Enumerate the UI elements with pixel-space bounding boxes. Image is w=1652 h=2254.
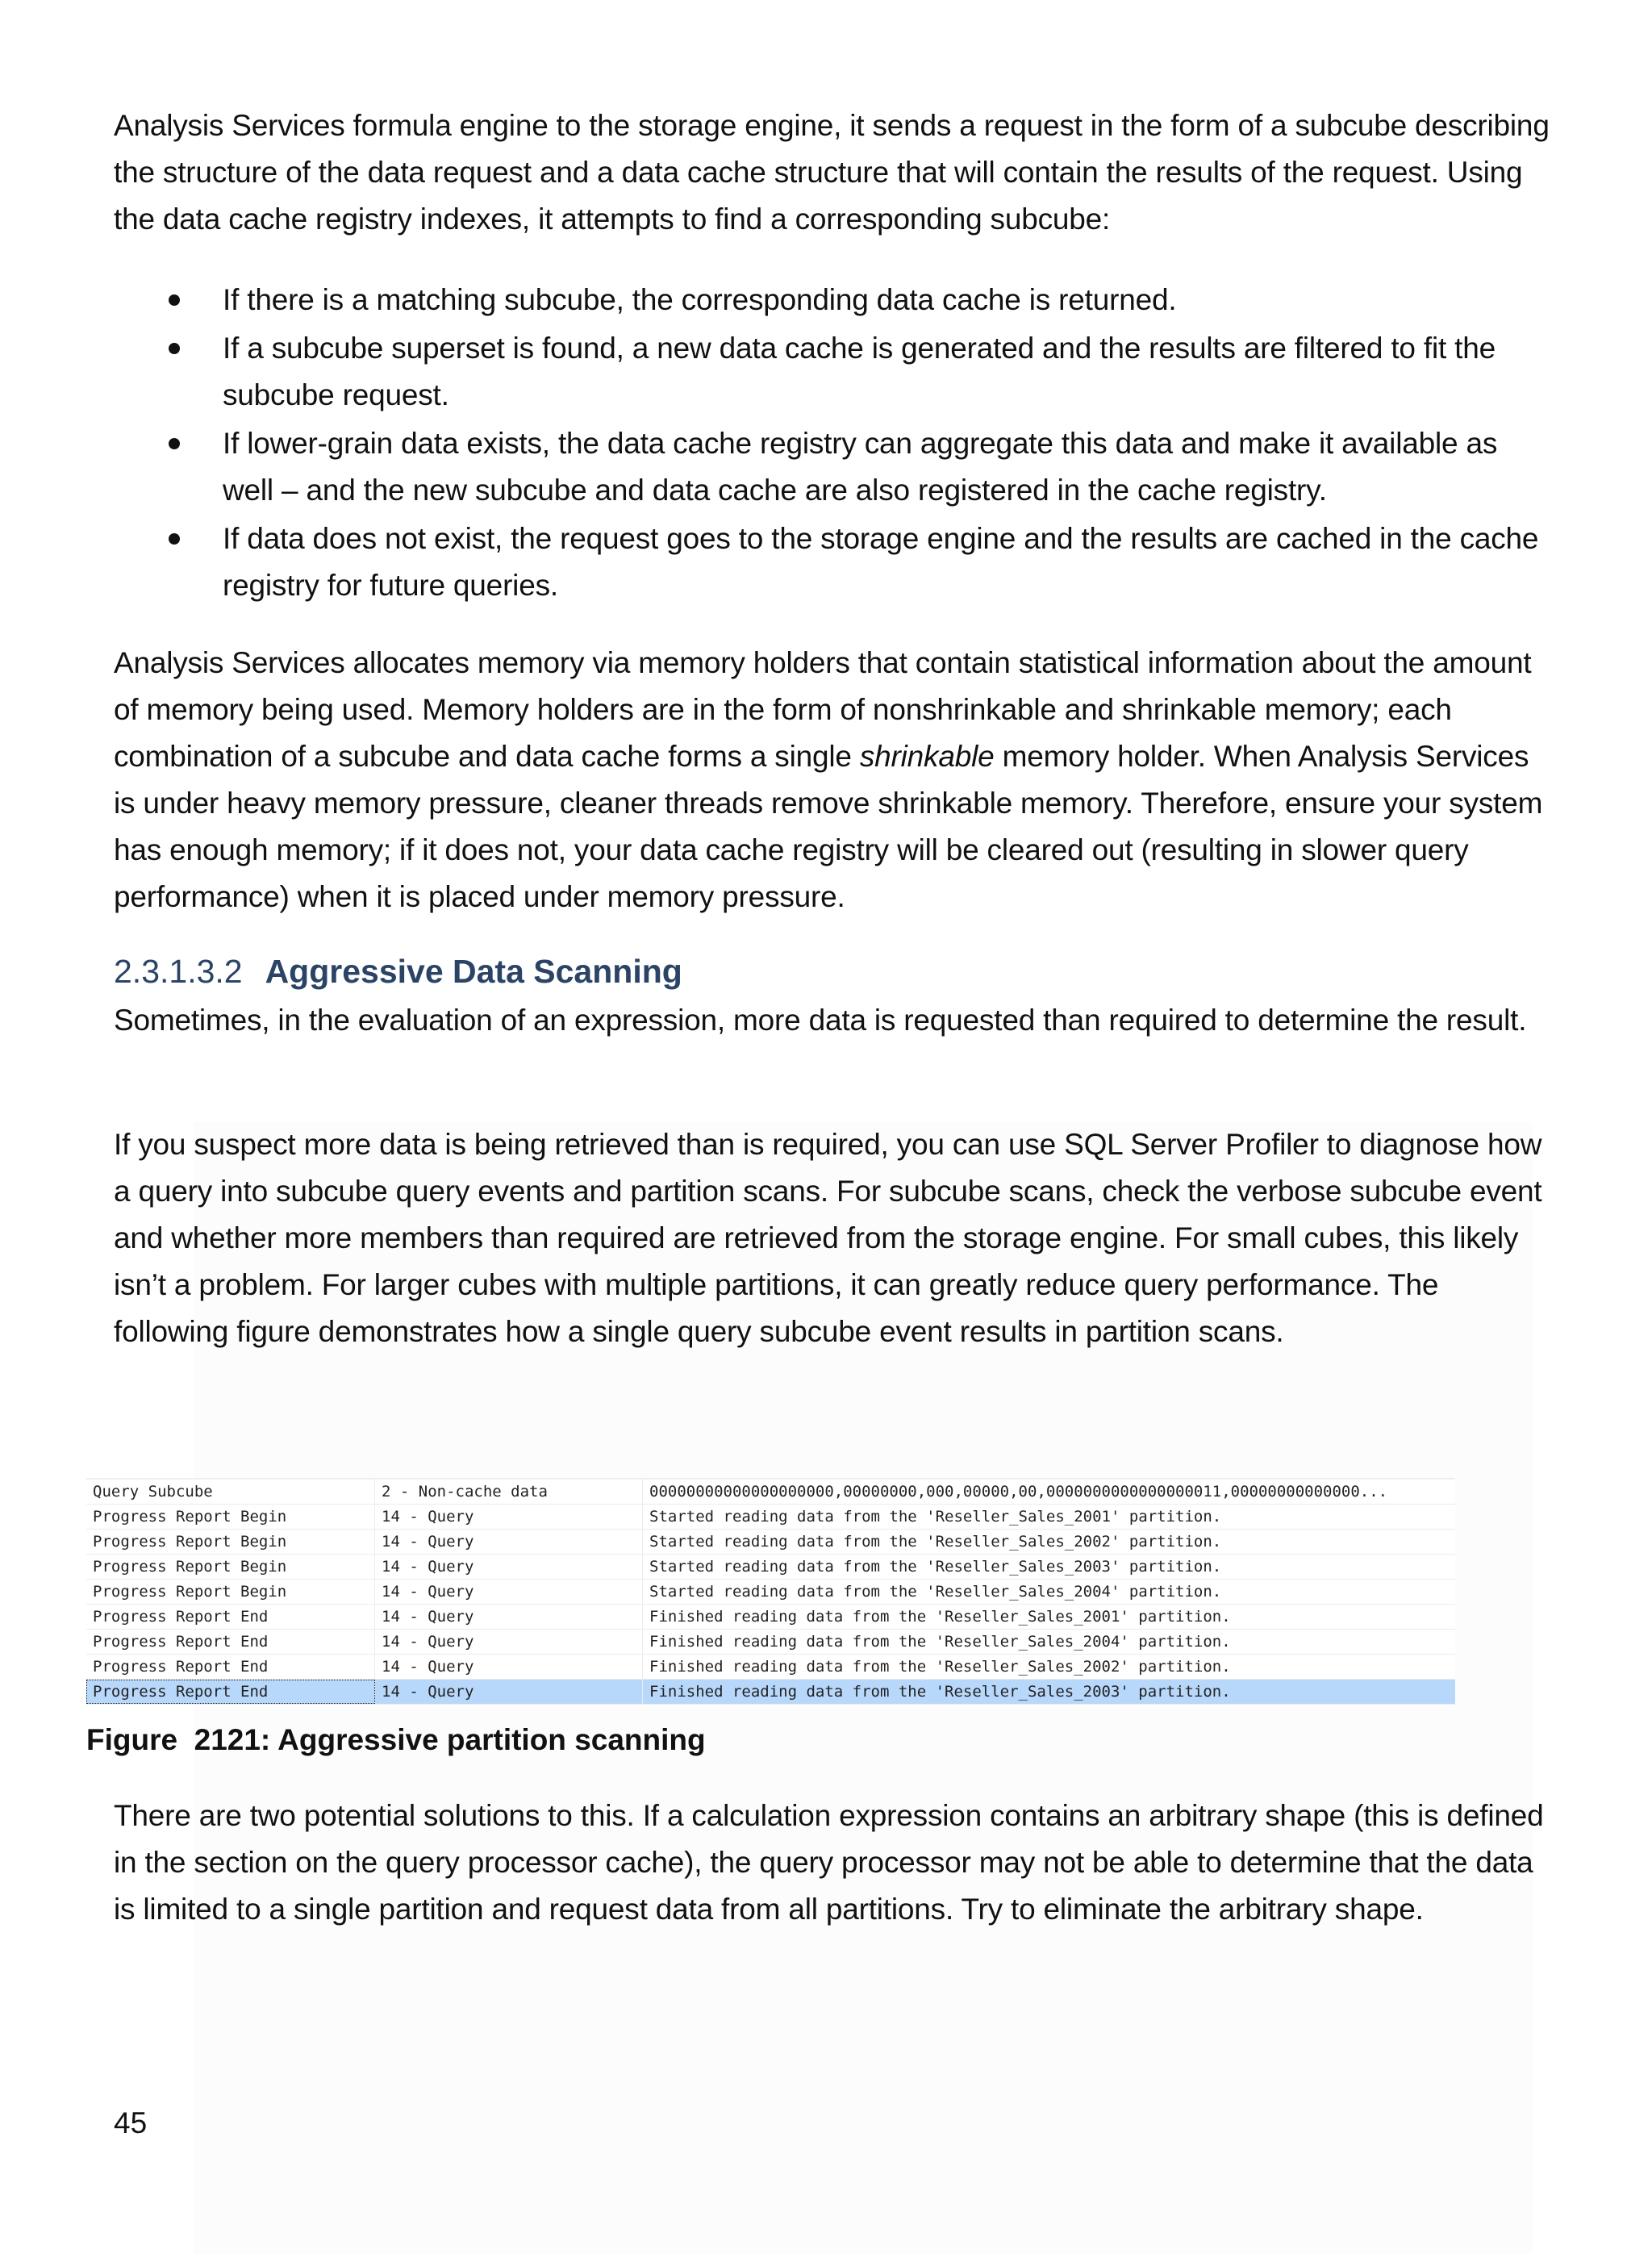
event-class-cell: Progress Report Begin: [86, 1555, 375, 1579]
paragraph-sometimes: Sometimes, in the evaluation of an expression, more data is requested than required to determine the result.: [114, 1004, 1527, 1037]
trace-row: [86, 1530, 1455, 1555]
event-class-cell: Progress Report Begin: [86, 1580, 375, 1604]
text-data-cell: 00000000000000000000,00000000,000,00000,00,0000000000000000011,00000000000000...: [649, 1483, 1388, 1501]
event-subclass-cell: 14 - Query: [375, 1555, 643, 1579]
event-class-cell: Progress Report End: [86, 1630, 375, 1654]
memory-text-italic: shrinkable: [859, 740, 995, 773]
event-class-cell: Progress Report End: [86, 1655, 375, 1679]
text-data-cell: Started reading data from the 'Reseller_Sales_2001' partition.: [649, 1508, 1222, 1526]
section-title: Aggressive Data Scanning: [265, 953, 682, 990]
bullet-text: If a subcube superset is found, a new data cache is generated and the results are filtered to fit the subcube request.: [223, 332, 1496, 411]
trace-row: [86, 1480, 1455, 1505]
text-data-cell: Finished reading data from the 'Reseller_Sales_2003' partition.: [649, 1683, 1231, 1701]
paragraph-profiler: If you suspect more data is being retrieved than is required, you can use SQL Server Profiler to diagnose how a query into subcube query events and partition scans. For subcube scans, check the verbose subcube event and whether more members than required are retrieved from the storage engine. For small cubes, this likely isn’t a problem. For larger cubes with multiple partitions, it can greatly reduce query performance. The following figure demonstrates how a single query subcube event results in partition scans.: [114, 1128, 1542, 1348]
text-data-cell: Finished reading data from the 'Reseller_Sales_2001' partition.: [649, 1608, 1231, 1626]
event-subclass-cell: 14 - Query: [375, 1530, 643, 1554]
page-number: 45: [114, 2106, 148, 2139]
bullet-icon: [169, 533, 180, 545]
event-class-cell: Progress Report End: [86, 1680, 375, 1704]
memory-text-before: Analysis Services allocates memory via memory holders that contain statistical information about the amount of memory being used. Memory holders are in the form of nonshrinkable and shrinkable memory; each combination of a subcube and data cache forms a single: [114, 646, 1532, 773]
bullet-item: [114, 420, 1550, 514]
bullet-item: [114, 325, 1550, 419]
section-heading: [114, 949, 682, 994]
paragraph-memory: [114, 640, 1550, 920]
trace-row: [86, 1555, 1455, 1580]
bullet-text: If there is a matching subcube, the corresponding data cache is returned.: [223, 283, 1177, 316]
event-subclass-cell: 14 - Query: [375, 1505, 643, 1529]
bullet-text: If lower-grain data exists, the data cache registry can aggregate this data and make it available as well – and the new subcube and data cache are also registered in the cache registry.: [223, 427, 1498, 507]
paragraph-solutions: There are two potential solutions to this. If a calculation expression contains an arbitrary shape (this is defined in the section on the query processor cache), the query processor may not be able to determine that the data is limited to a single partition and request data from all partitions. Try to eliminate the arbitrary shape.: [114, 1799, 1544, 1926]
trace-row: [86, 1580, 1455, 1605]
trace-row: [86, 1505, 1455, 1530]
event-class-cell: Progress Report Begin: [86, 1530, 375, 1554]
trace-row: [86, 1655, 1455, 1680]
event-subclass-cell: 14 - Query: [375, 1580, 643, 1604]
event-subclass-cell: 14 - Query: [375, 1655, 643, 1679]
section-number: 2.3.1.3.2: [114, 953, 243, 990]
event-class-cell: Query Subcube: [86, 1480, 375, 1504]
trace-row: [86, 1630, 1455, 1655]
text-data-cell: Started reading data from the 'Reseller_Sales_2002' partition.: [649, 1533, 1222, 1551]
bullet-icon: [169, 294, 180, 306]
trace-row-selected: [86, 1680, 1455, 1705]
memory-text-after: memory holder. When Analysis Services is under heavy memory pressure, cleaner threads remove shrinkable memory. Therefore, ensure your system has enough memory; if it does not, your data cache registry will be cleared out (resulting in slower query performance) when it is placed under memory pressure.: [114, 740, 1543, 913]
profiler-trace-figure: [86, 1478, 1455, 1705]
text-data-cell: Finished reading data from the 'Reseller_Sales_2002' partition.: [649, 1658, 1231, 1676]
bullet-icon: [169, 438, 180, 449]
text-data-cell: Started reading data from the 'Reseller_Sales_2003' partition.: [649, 1558, 1222, 1576]
bullet-item: [114, 277, 1550, 323]
text-data-cell: Finished reading data from the 'Reseller_Sales_2004' partition.: [649, 1633, 1231, 1651]
paragraph-intro: Analysis Services formula engine to the storage engine, it sends a request in the form of a subcube describing the structure of the data request and a data cache structure that will contain the results of the request. Using the data cache registry indexes, it attempts to find a corresponding subcube:: [114, 109, 1550, 236]
event-subclass-cell: 14 - Query: [375, 1630, 643, 1654]
bullet-item: [114, 515, 1550, 609]
event-subclass-cell: 14 - Query: [375, 1680, 643, 1704]
event-class-cell: Progress Report Begin: [86, 1505, 375, 1529]
bullet-list: [114, 277, 1550, 611]
event-class-cell: Progress Report End: [86, 1605, 375, 1629]
event-subclass-cell: 2 - Non-cache data: [375, 1480, 643, 1504]
figure-caption: Figure 2121: Aggressive partition scanning: [86, 1723, 706, 1756]
bullet-icon: [169, 343, 180, 354]
trace-row: [86, 1605, 1455, 1630]
bullet-text: If data does not exist, the request goes to the storage engine and the results are cached in the cache registry for future queries.: [223, 522, 1539, 602]
text-data-cell: Started reading data from the 'Reseller_Sales_2004' partition.: [649, 1583, 1222, 1601]
event-subclass-cell: 14 - Query: [375, 1605, 643, 1629]
